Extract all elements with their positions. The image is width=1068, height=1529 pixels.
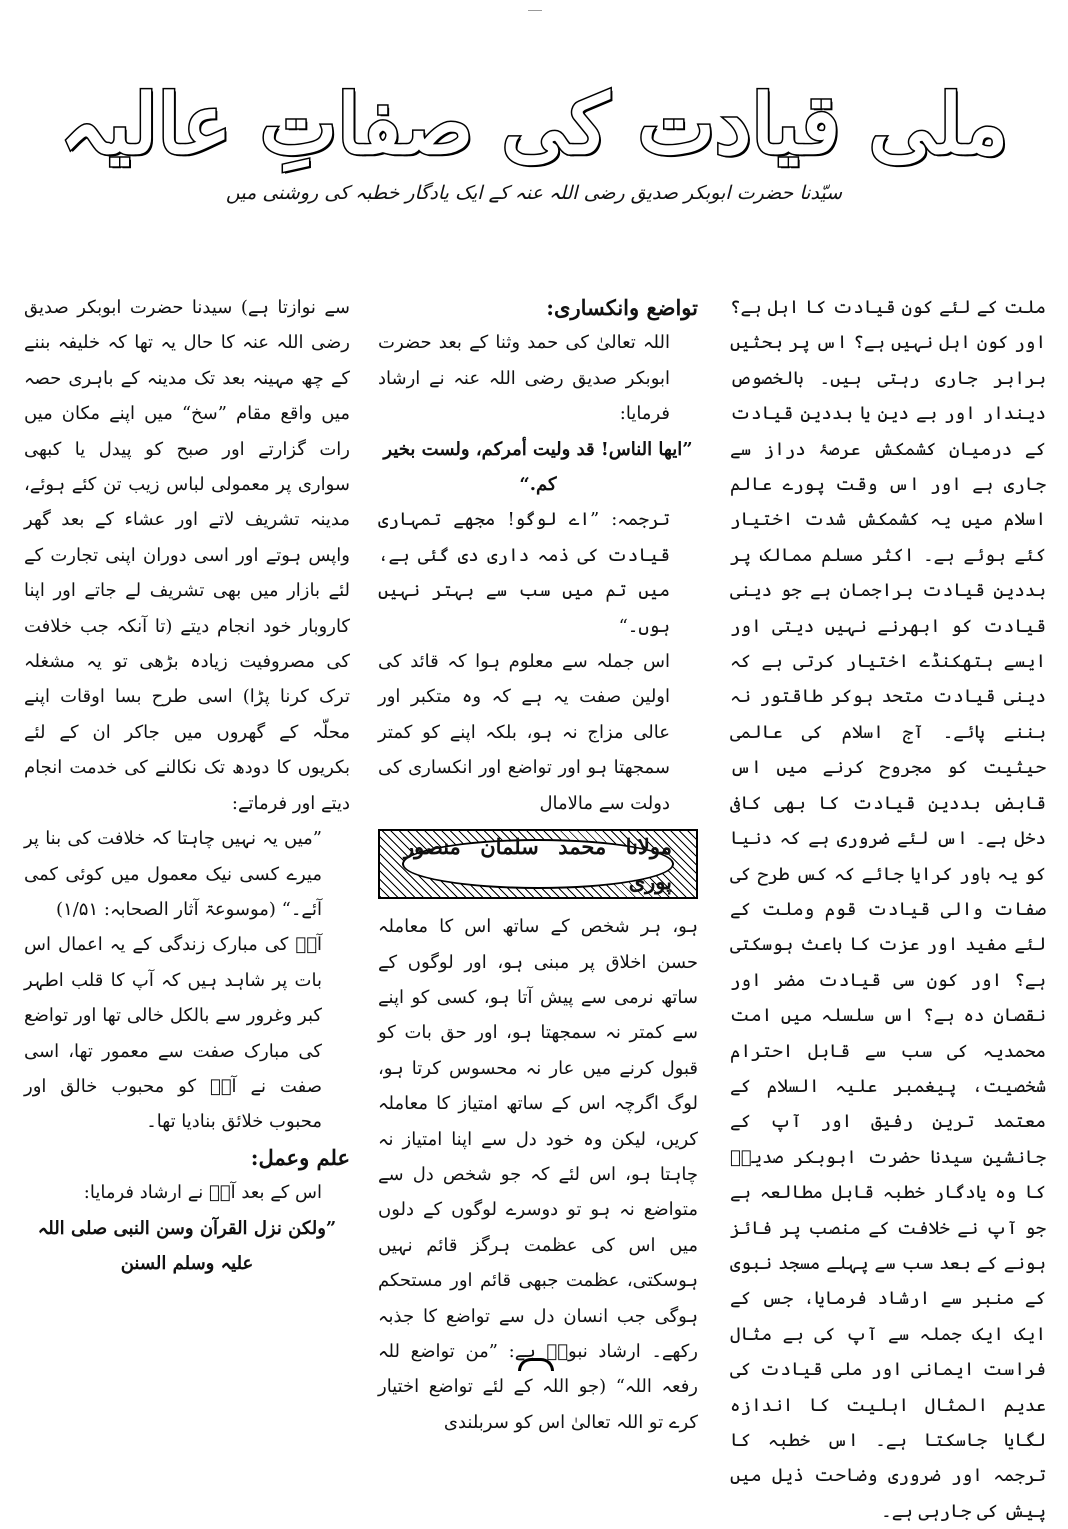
- column-2-paragraph-2: ہو، ہر شخص کے ساتھ اس کا معاملہ حسن اخلاق پر مبنی ہو، اور لوگوں کے ساتھ نرمی سے پیش آتا ہو، کسی کو اپنے سے کمتر نہ سمجھتا ہو، اور حق بات کو قبول کرنے میں عار نہ محسوس کرتا ہو، لوگ اگرچہ اس کے ساتھ امتیاز کا معاملہ کریں، لیکن وہ خود دل سے اپنا امتیاز نہ چاہتا ہو، اس لئے کہ جو شخص دل سے متواضع نہ ہو تو دوسرے لوگوں کے دلوں میں اس کی عظمت ہرگز قائم نہیں ہوسکتی، عظمت جبھی قائم اور مستحکم ہوگی جب انسان دل سے تواضع کا جذبہ رکھے۔ ارشاد نبویؐ ہے: ”من تواضع للہ رفعہ اللہ“ (جو اللہ کے لئے تواضع اختیار کرے تو اللہ تعالیٰ اس کو سربلندی: [378, 916, 698, 1433]
- quote-translation: ترجمہ: ”اے لوگو! مجھے تمہاری قیادت کی ذمہ داری دی گئی ہے، میں تم میں سب سے بہتر نہیں ہوں۔“: [378, 509, 670, 637]
- column-2-paragraph-1: اس جملہ سے معلوم ہوا کہ قائد کی اولین صفت یہ ہے کہ وہ متکبر اور عالی مزاج نہ ہو، بلکہ اپنے کو کمتر سمجھتا ہو اور تواضع اور انکساری کی دولت سے مالامال: [378, 651, 670, 814]
- author-banner: [378, 829, 698, 899]
- article-subtitle: سیّدنا حضرت ابوبکر صدیق رضی اللہ عنہ کے ایک یادگار خطبہ کی روشنی میں: [225, 182, 843, 204]
- column-3-paragraph-1: سے نوازتا ہے) سیدنا حضرت ابوبکر صدیق رضی اللہ عنہ کا حال یہ تھا کہ خلیفہ بننے کے چھ مہینہ بعد تک مدینہ کے باہری حصہ میں واقع مقام ”سخ“ میں اپنے مکان میں رات گزارتے اور صبح کو پیدل یا کبھی سواری پر معمولی لباس زیب تن کئے ہوئے، مدینہ تشریف لاتے اور عشاء کے بعد گھر واپس ہوتے اور اسی دوران اپنی تجارت کے لئے بازار میں بھی تشریف لے جاتے اور اپنا کاروبار خود انجام دیتے (تا آنکہ جب خلافت کی مصروفیت زیادہ بڑھی تو یہ مشغلہ ترک کرنا پڑا) اسی طرح بسا اوقات اپنے محلّہ کے گھروں میں جاکر ان کے لئے بکریوں کا دودھ تک نکالنے کی خدمت انجام دیتے اور فرماتے:: [24, 297, 350, 814]
- author-name: مولانا محمد سلمان منصور پوری: [404, 833, 672, 895]
- section-heading-knowledge-action: علم وعمل:: [250, 1144, 350, 1170]
- section-heading-humility: تواضع وانکساری:: [546, 295, 698, 320]
- page-crease: [528, 10, 542, 11]
- caliph-quote: ”میں یہ نہیں چاہتا کہ خلافت کی بنا پر میرے کسی نیک معمول میں کوئی کمی آئے۔“ (موسوعۃ آثار الصحابہ: ۱/۵۱): [24, 828, 322, 920]
- column-2: [378, 290, 698, 1440]
- arabic-quote: ”ایھا الناس! قد ولیت أمرکم، ولست بخیر کم.“: [383, 438, 693, 496]
- page-ornament: [518, 1358, 554, 1371]
- sermon-continuation-intro: اس کے بعد آپؓ نے ارشاد فرمایا:: [83, 1182, 322, 1204]
- column-1-text: ملت کے لئے کون قیادت کا اہل ہے؟ اور کون اہل نہیں ہے؟ اس پر بحثیں برابر جاری رہتی ہیں۔ بالخصوص دیندار اور بے دین یا بددین قیادت کے درمیان کشمکش عرصۂ دراز سے جاری ہے اور اس وقت پورے عالم اسلام میں یہ کشمکش شدت اختیار کئے ہوئے ہے۔ اکثر مسلم ممالک پر بددین قیادت براجمان ہے جو دینی قیادت کو ابھرنے نہیں دیتی اور ایسے ہتھکنڈے اختیار کرتی ہے کہ دینی قیادت متحد ہوکر طاقتور نہ بننے پائے۔ آج اسلام کی عالمی حیثیت کو مجروح کرنے میں اس قابض بددین قیادت کا بھی کافی دخل ہے۔ اس لئے ضروری ہے کہ دنیا کو یہ باور کرایا جائے کہ کس طرح کی صفات والی قیادت قوم وملت کے لئے مفید اور عزت کا باعث ہوسکتی ہے؟ اور کون سی قیادت مضر اور نقصان دہ ہے؟ اس سلسلہ میں امت محمدیہ کی سب سے قابل احترام شخصیت، پیغمبر علیہ السلام کے معتمد ترین رفیق اور آپ کے جانشین سیدنا حضرت ابوبکر صدیقؓ کا وہ یادگار خطبہ قابل مطالعہ ہے جو آپ نے خلافت کے منصب پر فائز ہونے کے بعد سب سے پہلے مسجد نبوی کے منبر سے ارشاد فرمایا، جس کے ایک ایک جملہ سے آپ کی بے مثال فراست ایمانی اور ملی قیادت کی عدیم المثال اہلیت کا اندازہ لگایا جاسکتا ہے۔ اس خطبہ کا ترجمہ اور ضروری وضاحت ذیل میں پیش کی جارہی ہے۔: [730, 297, 1046, 1522]
- sermon-intro: اللہ تعالیٰ کی حمد وثنا کے بعد حضرت ابوبکر صدیق رضی اللہ عنہ نے ارشاد فرمایا:: [378, 332, 670, 425]
- column-3: [24, 290, 350, 1281]
- column-1: [730, 290, 1046, 1529]
- column-3-paragraph-2: آپؓ کی مبارک زندگی کے یہ اعمال اس بات پر شاہد ہیں کہ آپ کا قلب اطہر کبر وغرور سے بالکل خالی تھا اور تواضع کی مبارک صفت سے معمور تھا، اسی صفت نے آپؓ کو محبوب خالق اور محبوب خلائق بنادیا تھا۔: [24, 934, 322, 1133]
- arabic-quote-2: ”ولکن نزل القرآن وسن النبی صلی اللہ علیہ وسلم السنن: [37, 1217, 337, 1274]
- article-title: ملی قیادت کی صفاتِ عالیہ: [59, 77, 1009, 173]
